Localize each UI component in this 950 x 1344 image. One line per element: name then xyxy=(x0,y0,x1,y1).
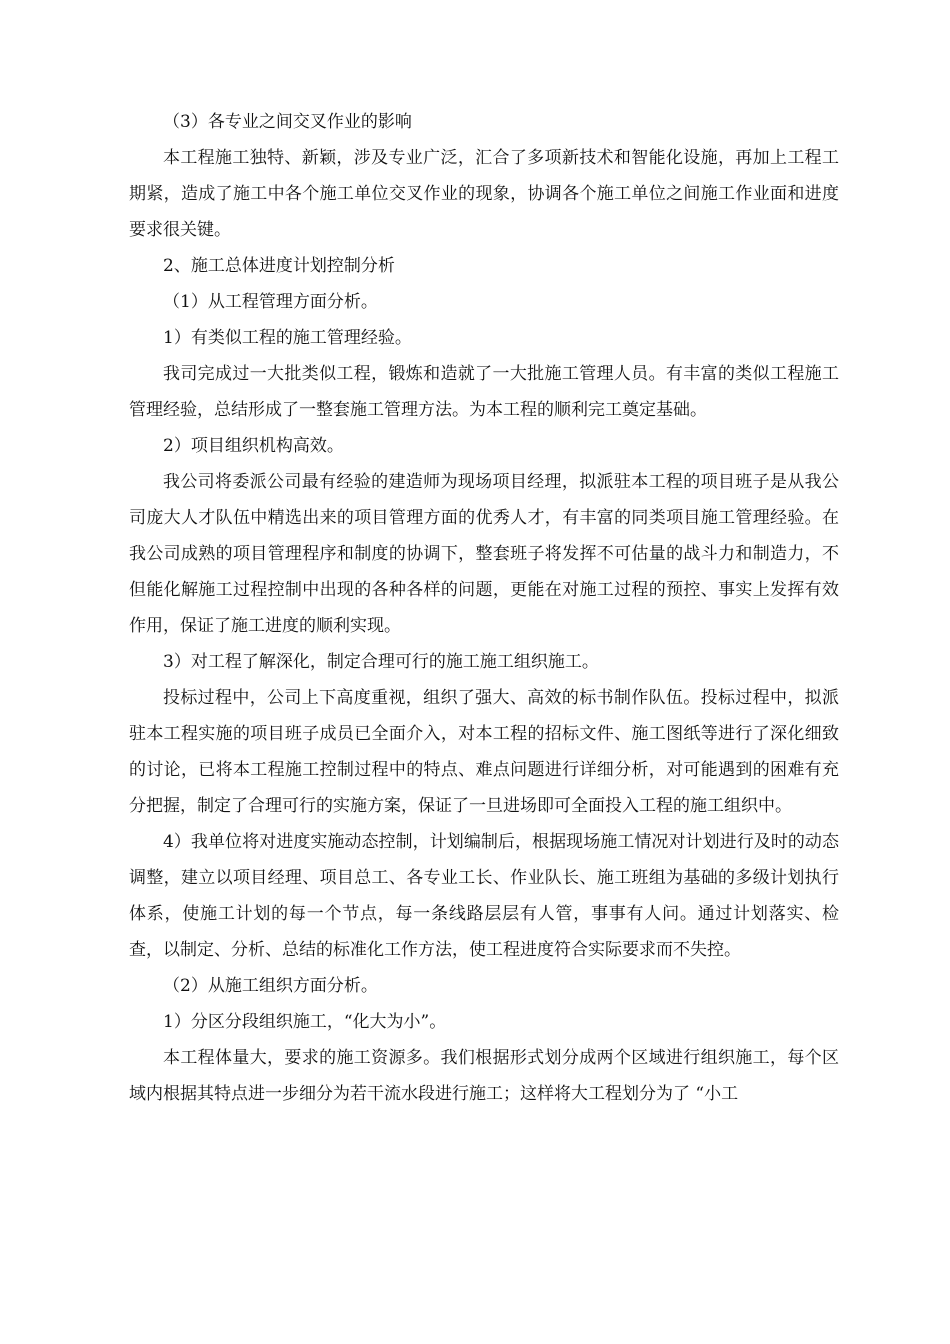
paragraph-project-characteristics: 本工程施工独特、新颖，涉及专业广泛，汇合了多项新技术和智能化设施，再加上工程工期紧，造成了施工中各个施工单位交叉作业的现象，协调各个施工单位之间施工作业面和进度要求很关键。 xyxy=(129,148,839,240)
item-zoned-construction: 1）分区分段组织施工，“化大为小”。 xyxy=(163,1012,447,1032)
paragraph-bidding-process: 投标过程中，公司上下高度重视，组织了强大、高效的标书制作队伍。投标过程中，拟派驻本工程实施的项目班子成员已全面介入，对本工程的招标文件、施工图纸等进行了深化细致的讨论，已将本工程施工控制过程中的特点、难点问题进行详细分析，对可能遇到的困难有充分把握，制定了合理可行的实施方案，保证了一旦进场即可全面投入工程的施工组织中。 xyxy=(129,688,839,816)
item-deep-understanding: 3）对工程了解深化，制定合理可行的施工施工组织施工。 xyxy=(163,652,599,672)
item-similar-project-experience: 1）有类似工程的施工管理经验。 xyxy=(163,328,412,348)
paragraph-experience-details: 我司完成过一大批类似工程，锻炼和造就了一大批施工管理人员。有丰富的类似工程施工管理经验，总结形成了一整套施工管理方法。为本工程的顺利完工奠定基础。 xyxy=(129,364,839,420)
subheading-cross-work-impact: （3）各专业之间交叉作业的影响 xyxy=(163,112,412,132)
paragraph-organization-details: 我公司将委派公司最有经验的建造师为现场项目经理，拟派驻本工程的项目班子是从我公司庞大人才队伍中精选出来的项目管理方面的优秀人才，有丰富的同类项目施工管理经验。在我公司成熟的项目管理程序和制度的协调下，整套班子将发挥不可估量的战斗力和制造力，不但能化解施工过程控制中出现的各种各样的问题，更能在对施工过程的预控、事实上发挥有效作用，保证了施工进度的顺利实现。 xyxy=(129,472,839,636)
subheading-management-analysis: （1）从工程管理方面分析。 xyxy=(163,292,378,312)
section-heading-schedule-control-analysis: 2、施工总体进度计划控制分析 xyxy=(163,256,395,276)
paragraph-dynamic-control: 4）我单位将对进度实施动态控制，计划编制后，根据现场施工情况对计划进行及时的动态调整，建立以项目经理、项目总工、各专业工长、作业队长、施工班组为基础的多级计划执行体系，使施工计划的每一个节点，每一条线路层层有人管，事事有人问。通过计划落实、检查，以制定、分析、总结的标准化工作方法，使工程进度符合实际要求而不失控。 xyxy=(129,832,839,960)
document-body xyxy=(129,104,839,1112)
item-efficient-organization: 2）项目组织机构高效。 xyxy=(163,436,344,456)
paragraph-zoning-details: 本工程体量大，要求的施工资源多。我们根据形式划分成两个区域进行组织施工，每个区域内根据其特点进一步细分为若干流水段进行施工；这样将大工程划分为了 “小工 xyxy=(129,1048,839,1104)
subheading-construction-organization-analysis: （2）从施工组织方面分析。 xyxy=(163,976,378,996)
